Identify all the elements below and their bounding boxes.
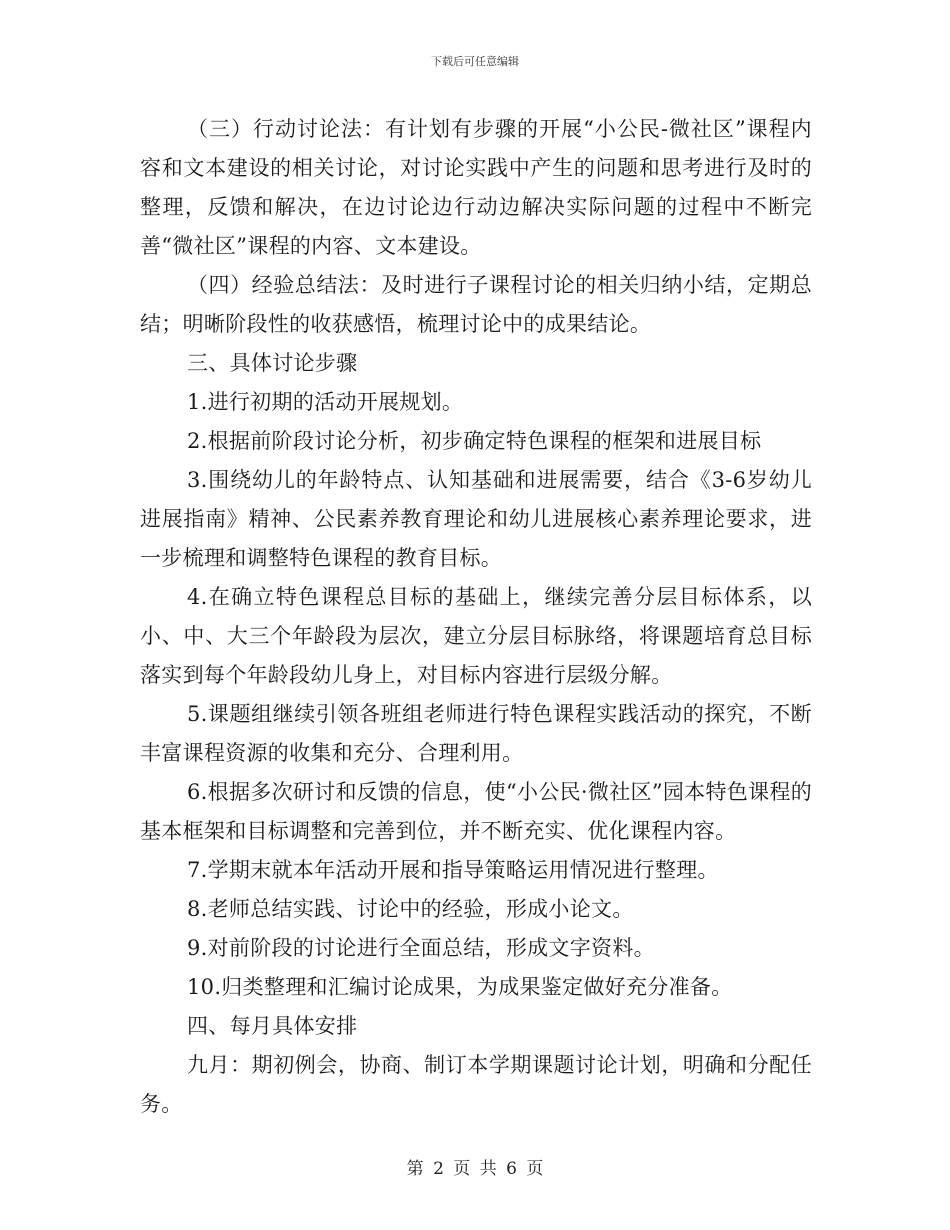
- step-item-10: 10.归类整理和汇编讨论成果，为成果鉴定做好充分准备。: [187, 975, 733, 999]
- step-item-4: 4.在确立特色课程总目标的基础上，继续完善分层目标体系，以小、中、大三个年龄段为层次，建立分层目标脉络，将课题培育总目标落实到每个年龄段幼儿身上，对目标内容进行层级分解。: [140, 585, 812, 687]
- step-item-9: 9.对前阶段的讨论进行全面总结，形成文字资料。: [187, 936, 655, 960]
- section-heading-steps: 三、具体讨论步骤: [187, 351, 358, 375]
- step-item-3: 3.围绕幼儿的年龄特点、认知基础和进展需要，结合《3-6岁幼儿进展指南》精神、公民素养教育理论和幼儿进展核心素养理论要求，进一步梳理和调整特色课程的教育目标。: [140, 468, 812, 570]
- step-item-1: 1.进行初期的活动开展规划。: [187, 390, 464, 414]
- paragraph-action-discussion-method: （三）行动讨论法：有计划有步骤的开展“小公民-微社区”课程内容和文本建设的相关讨论，对讨论实践中产生的问题和思考进行及时的整理，反馈和解决，在边讨论边行动边解决实际问题的过程中不断完善“微社区”课程的内容、文本建设。: [140, 117, 812, 258]
- monthly-item-september: 九月：期初例会，协商、制订本学期课题讨论计划，明确和分配任务。: [140, 1053, 812, 1116]
- page-header: 下载后可任意编辑: [431, 55, 519, 68]
- step-item-5: 5.课题组继续引领各班组老师进行特色课程实践活动的探究，不断丰富课程资源的收集和充分、合理利用。: [140, 702, 812, 765]
- paragraph-experience-summary-method: （四）经验总结法：及时进行子课程讨论的相关归纳小结，定期总结；明晰阶段性的收获感悟，梳理讨论中的成果结论。: [140, 273, 812, 336]
- section-heading-monthly-plan: 四、每月具体安排: [187, 1014, 358, 1038]
- page-footer: 第 2 页 共 6 页: [406, 1159, 544, 1179]
- step-item-6: 6.根据多次研讨和反馈的信息，使“小公民·微社区”园本特色课程的基本框架和目标调整和完善到位，并不断充实、优化课程内容。: [140, 780, 812, 843]
- step-item-2: 2.根据前阶段讨论分析，初步确定特色课程的框架和进展目标: [187, 429, 762, 453]
- document-body: [140, 110, 812, 1124]
- step-item-7: 7.学期末就本年活动开展和指导策略运用情况进行整理。: [187, 858, 719, 882]
- step-item-8: 8.老师总结实践、讨论中的经验，形成小论文。: [187, 897, 634, 921]
